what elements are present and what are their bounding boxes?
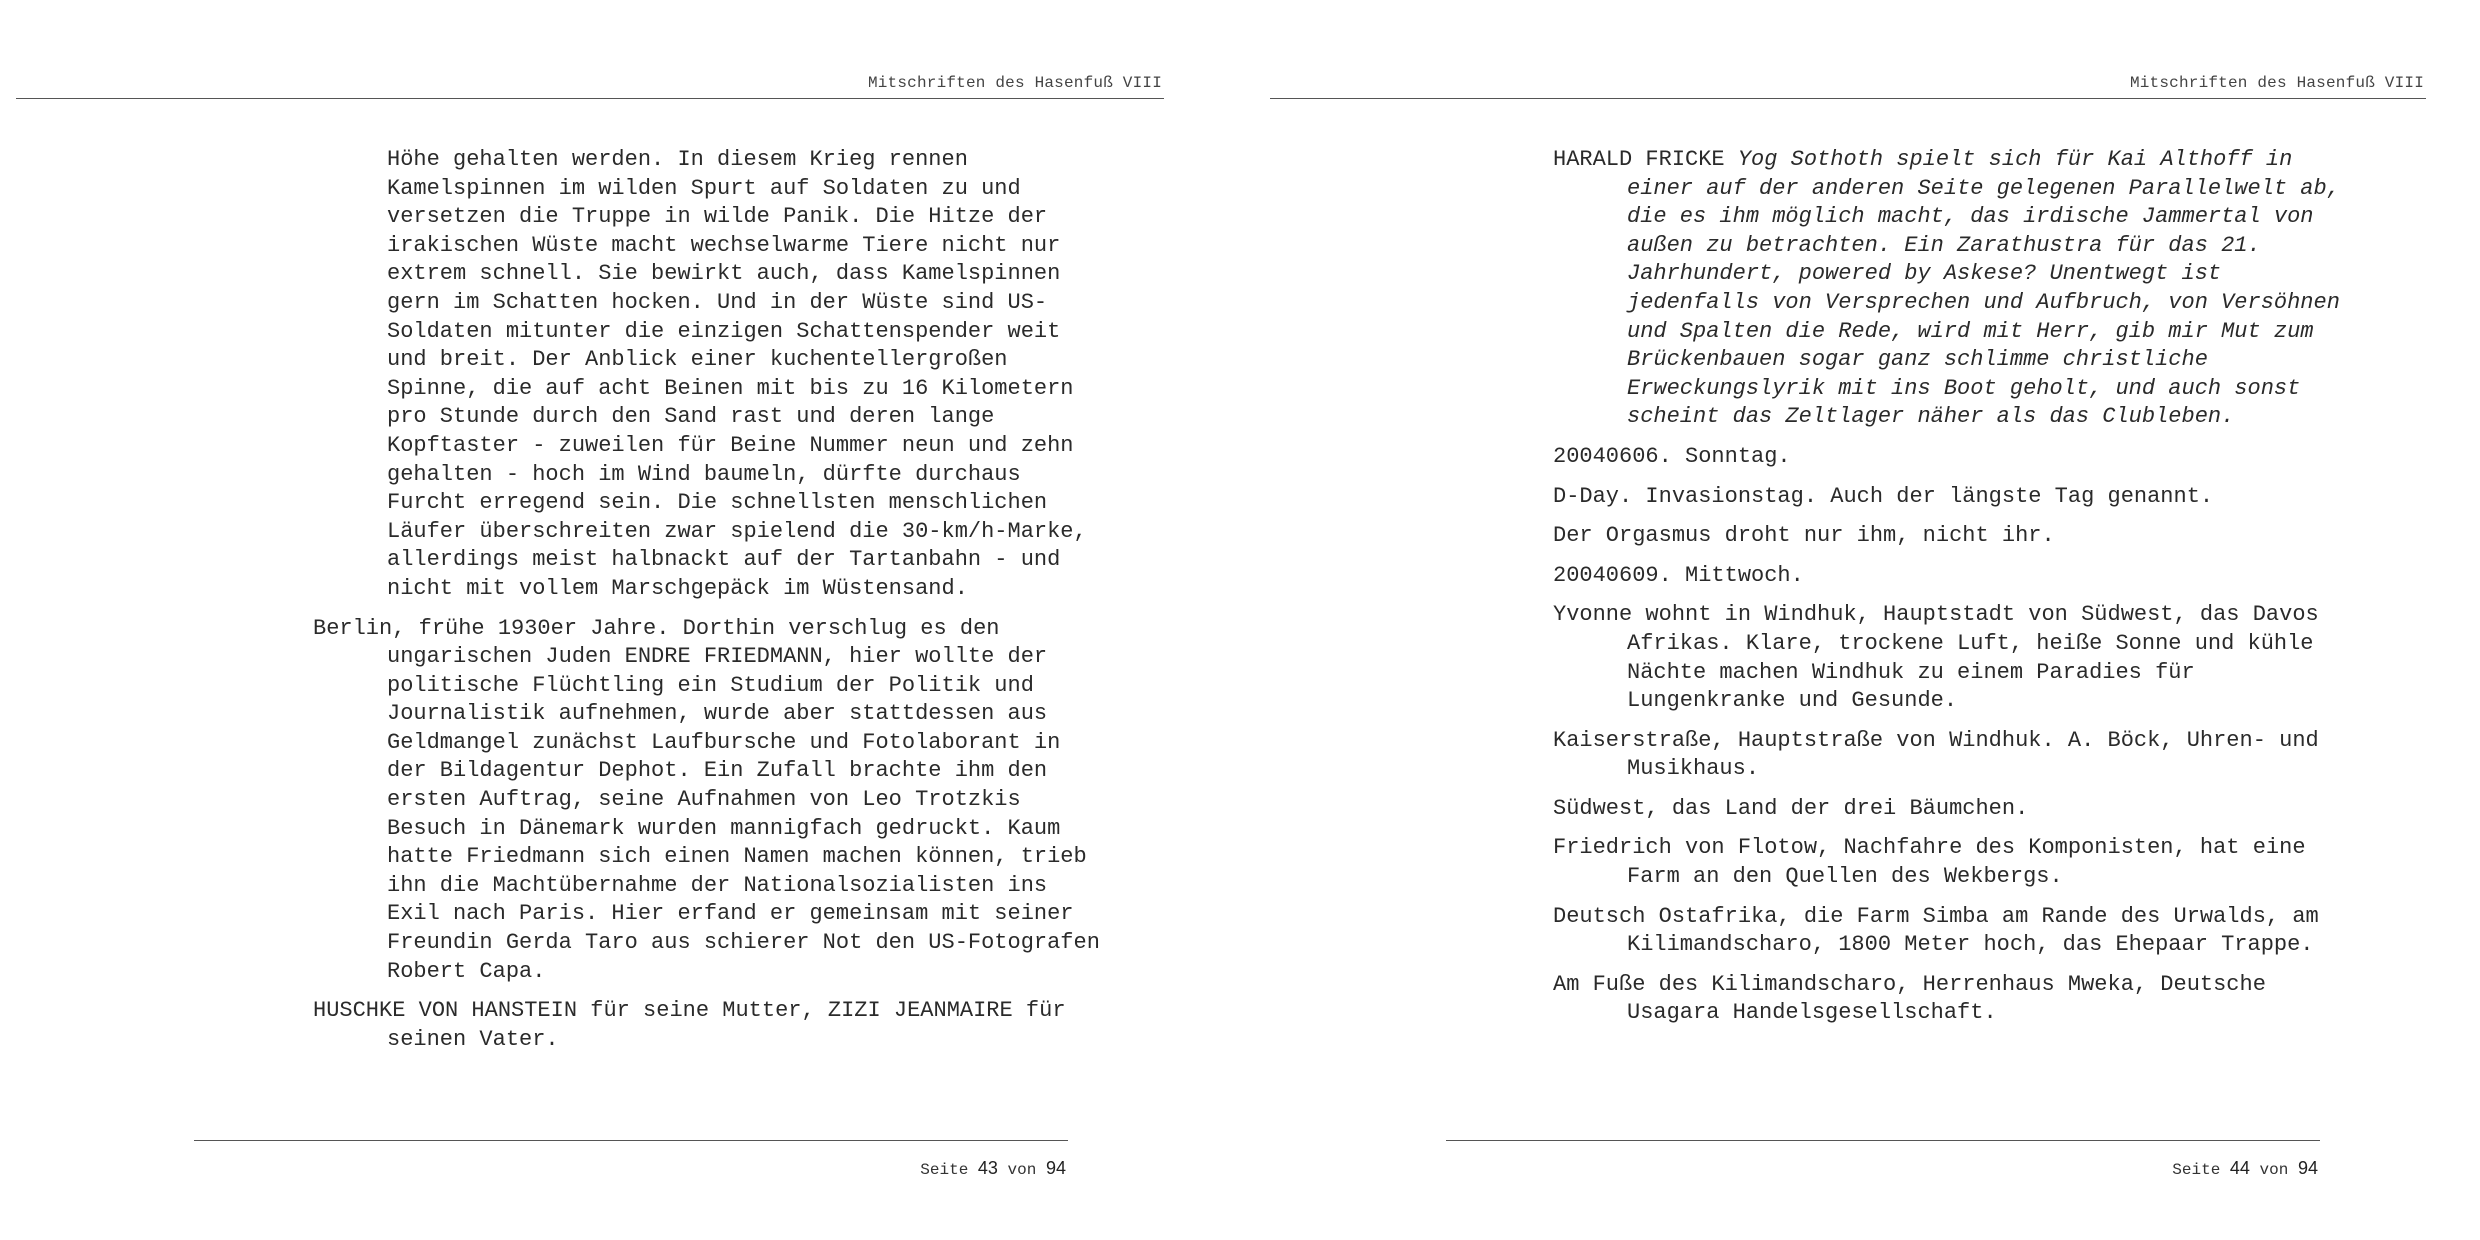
footer-separator: von	[1007, 1161, 1037, 1179]
page-total: 94	[2297, 1158, 2318, 1178]
fricke-lead: HARALD FRICKE	[1553, 147, 1738, 172]
paragraph-camel-spiders: Höhe gehalten werden. In diesem Krieg rennen Kamelspinnen im wilden Spurt auf Soldaten zu und versetzen die Truppe in wilde Panik. Die Hitze der irakischen Wüste macht wechselwarme Tiere nicht nur extrem schnell. Sie bewirkt auch, dass Kamelspinnen gern im Schatten hocken. Und in der Wüste sind US- Soldaten mitunter die einzigen Schattenspender weit und breit. Der Anblick einer kuchentellergroßen Spinne, die auf acht Beinen mit bis zu 16 Kilometern pro Stunde durch den Sand rast und deren lange Kopftaster - zuweilen für Beine Nummer neun und zehn gehalten - hoch im Wind baumeln, dürfte durchaus Furcht erregend sein. Die schnellsten menschlichen Läufer überschreiten zwar spielend die 30-km/h-Marke, allerdings meist halbnackt auf der Tartanbahn - und nicht mit vollem Marschgepäck im Wüstensand.	[387, 147, 1087, 601]
diary-entry: Friedrich von Flotow, Nachfahre des Komponisten, hat eine Farm an den Quellen des Wekbergs.	[1553, 835, 2306, 890]
footer-prefix: Seite	[2172, 1161, 2221, 1179]
fricke-quote: Yog Sothoth spielt sich für Kai Althoff in einer auf der anderen Seite gelegenen Parallelwelt ab, die es ihm möglich macht, das irdische Jammertal von außen zu betrachten. Ein Zarathustra für das 21. Jahrhundert, powered by Askese? Unentwegt ist jedenfalls von Versprechen und Aufbruch, von Versöhnen und Spalten die Rede, wird mit Herr, gib mir Mut zum Brückenbauen sogar ganz schlimme christliche Erweckungslyrik mit ins Boot geholt, und auch sonst scheint das Zeltlager näher als das Clubleben.	[1627, 147, 2340, 430]
header-rule	[16, 98, 1164, 99]
footer-separator: von	[2259, 1161, 2289, 1179]
page-body	[313, 146, 1113, 1065]
page-footer	[2172, 1158, 2318, 1179]
footer-rule	[194, 1140, 1068, 1141]
diary-entry: D-Day. Invasionstag. Auch der längste Tag genannt.	[1553, 483, 2214, 509]
diary-entry: Yvonne wohnt in Windhuk, Hauptstadt von Südwest, das Davos Afrikas. Klare, trockene Luft, heiße Sonne und kühle Nächte machen Windhuk zu einem Paradies für Lungenkranke und Gesunde.	[1553, 602, 2319, 714]
page-number: 44	[2229, 1158, 2250, 1178]
footer-prefix: Seite	[920, 1161, 969, 1179]
diary-entry: Am Fuße des Kilimandscharo, Herrenhaus Mweka, Deutsche Usagara Handelsgesellschaft.	[1553, 971, 2266, 1026]
paragraph-fricke	[1553, 146, 2353, 432]
diary-entry: Der Orgasmus droht nur ihm, nicht ihr.	[1553, 523, 2055, 549]
footer-rule	[1446, 1140, 2320, 1141]
header-rule	[1270, 98, 2426, 99]
page-number: 43	[977, 1158, 998, 1178]
diary-entry: 20040606. Sonntag.	[1553, 443, 1791, 469]
paragraph-robert-capa: Berlin, frühe 1930er Jahre. Dorthin verschlug es den ungarischen Juden ENDRE FRIEDMANN, hier wollte der politische Flüchtling ein Studium der Politik und Journalistik aufnehmen, wurde aber stattdessen aus Geldmangel zunächst Laufbursche und Fotolaborant in der Bildagentur Dephot. Ein Zufall brachte ihm den ersten Auftrag, seine Aufnahmen von Leo Trotzkis Besuch in Dänemark wurden mannigfach gedruckt. Kaum hatte Friedmann sich einen Namen machen können, trieb ihn die Machtübernahme der Nationalsozialisten ins Exil nach Paris. Hier erfand er gemeinsam mit seiner Freundin Gerda Taro aus schierer Not den US-Fotografen Robert Capa.	[313, 615, 1100, 984]
page-body	[1553, 146, 2353, 1039]
diary-entry: Südwest, das Land der drei Bäumchen.	[1553, 795, 2029, 821]
diary-entry: Deutsch Ostafrika, die Farm Simba am Rande des Urwalds, am Kilimandscharo, 1800 Meter hoch, das Ehepaar Trappe.	[1553, 903, 2319, 958]
page-right	[1240, 0, 2480, 1240]
paragraph-hanstein: HUSCHKE VON HANSTEIN für seine Mutter, ZIZI JEANMAIRE für seinen Vater.	[313, 998, 1066, 1052]
diary-entry: Kaiserstraße, Hauptstraße von Windhuk. A. Böck, Uhren- und Musikhaus.	[1553, 727, 2319, 782]
running-head: Mitschriften des Hasenfuß VIII	[867, 74, 1162, 92]
page-total: 94	[1045, 1158, 1066, 1178]
page-footer	[920, 1158, 1066, 1179]
running-head: Mitschriften des Hasenfuß VIII	[2129, 74, 2424, 92]
diary-entry: 20040609. Mittwoch.	[1553, 562, 1804, 588]
